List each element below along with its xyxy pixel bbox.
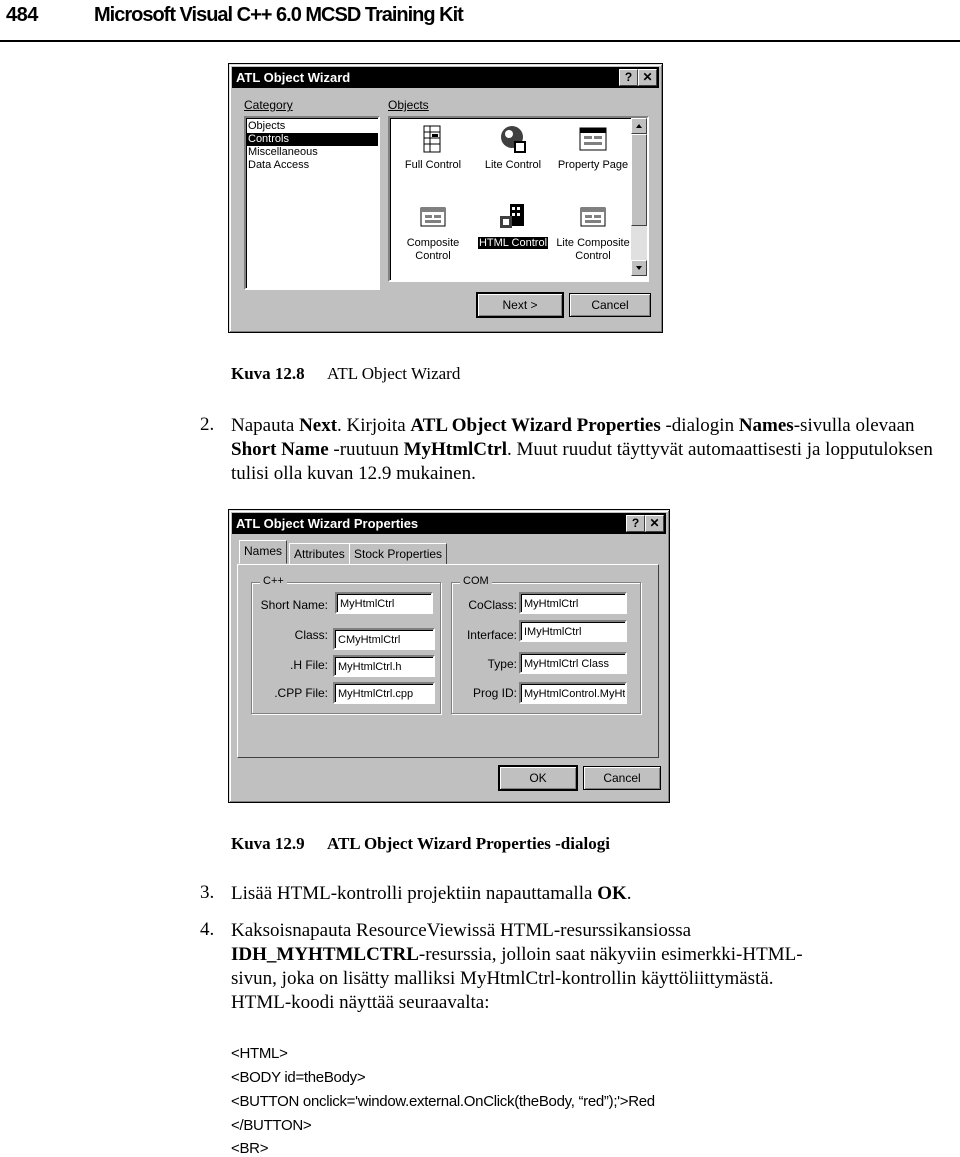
ok-button[interactable]: OK xyxy=(499,766,577,790)
bold-text: Names xyxy=(738,415,794,436)
title-bar xyxy=(232,513,666,534)
object-label: Property Page xyxy=(557,159,629,171)
category-item-objects[interactable]: Objects xyxy=(248,120,286,132)
class-field[interactable]: CMyHtmlCtrl xyxy=(333,628,435,650)
category-item-miscellaneous[interactable]: Miscellaneous xyxy=(248,146,318,158)
cancel-button[interactable]: Cancel xyxy=(569,293,651,317)
type-label: Type: xyxy=(487,657,517,671)
short-name-field[interactable]: MyHtmlCtrl xyxy=(335,592,433,614)
cancel-button[interactable]: Cancel xyxy=(583,766,661,790)
coclass-field[interactable]: MyHtmlCtrl xyxy=(519,592,627,614)
code-line: <HTML> xyxy=(231,1045,288,1062)
figure-caption xyxy=(231,834,610,854)
arrow-up-icon xyxy=(632,119,646,133)
text: . Muut ruudut täyttyvät automaattisesti ja lopputuloksen tulisi olla kuvan 12.9 mukainen. xyxy=(231,439,933,484)
prog-id-label: Prog ID: xyxy=(472,686,517,700)
objects-label: Objects xyxy=(388,98,429,112)
object-html-control[interactable] xyxy=(471,202,555,250)
interface-label: Interface: xyxy=(466,628,517,642)
category-label: Category xyxy=(244,98,293,112)
step-3-text xyxy=(231,882,632,906)
code-line: <BODY id=theBody> xyxy=(231,1069,366,1086)
bold-text: MyHtmlCtrl xyxy=(403,439,507,460)
class-label: Class: xyxy=(294,628,328,642)
object-lite-control[interactable] xyxy=(471,124,555,172)
bold-text: Next xyxy=(299,415,338,436)
h-file-label: .H File: xyxy=(289,658,328,672)
atl-object-wizard-window xyxy=(228,63,663,333)
coclass-label: CoClass: xyxy=(468,598,517,612)
scroll-up-button[interactable] xyxy=(631,118,647,134)
caption-text: ATL Object Wizard Properties -dialogi xyxy=(326,834,610,853)
window-title: ATL Object Wizard xyxy=(236,70,351,85)
book-title: Microsoft Visual C++ 6.0 MCSD Training Kit xyxy=(94,4,463,26)
bold-text: Short Name xyxy=(231,439,329,460)
category-item-controls[interactable]: Controls xyxy=(246,133,378,146)
text-line xyxy=(231,943,946,967)
object-lite-composite-control[interactable] xyxy=(551,202,635,263)
interface-field[interactable]: IMyHtmlCtrl xyxy=(519,620,627,642)
objects-scrollbar[interactable] xyxy=(631,118,647,276)
text-line: Kaksoisnapauta ResourceViewissä HTML-resurssikansiossa xyxy=(231,920,692,941)
lite-composite-control-icon xyxy=(578,202,608,232)
text: -ruutuun xyxy=(328,439,404,460)
bold-text: ATL Object Wizard Properties xyxy=(410,415,661,436)
tab-names[interactable]: Names xyxy=(239,540,287,564)
text: . xyxy=(626,883,632,904)
object-label: Composite Control xyxy=(406,237,460,262)
property-page-icon xyxy=(578,124,608,154)
scroll-thumb[interactable] xyxy=(631,134,647,226)
composite-control-icon xyxy=(418,202,448,232)
help-button[interactable]: ? xyxy=(619,69,638,86)
group-label: COM xyxy=(460,575,492,587)
text: Napauta xyxy=(231,415,300,436)
code-line: </BUTTON> xyxy=(231,1117,312,1134)
figure-caption xyxy=(231,364,460,384)
object-composite-control[interactable] xyxy=(391,202,475,263)
next-button[interactable]: Next > xyxy=(477,293,563,317)
code-line: <BR> xyxy=(231,1140,269,1157)
object-label: Lite Composite Control xyxy=(556,237,630,262)
window-title: ATL Object Wizard Properties xyxy=(236,516,419,531)
title-bar xyxy=(232,67,659,88)
help-button[interactable]: ? xyxy=(626,515,645,532)
bold-text: OK xyxy=(597,883,627,904)
step-number: 4. xyxy=(200,919,215,940)
step-2-text xyxy=(231,414,943,486)
close-button[interactable]: ✕ xyxy=(645,515,664,532)
text: -resurssia, jolloin saat näkyviin esimerkki-HTML- xyxy=(418,944,803,965)
prog-id-field[interactable]: MyHtmlControl.MyHt xyxy=(519,682,627,704)
atl-object-wizard-properties-window xyxy=(228,509,670,803)
objects-list[interactable] xyxy=(388,116,649,282)
page-number: 484 xyxy=(6,4,38,26)
text: . Kirjoita xyxy=(337,415,411,436)
text: Lisää HTML-kontrolli projektiin napauttamalla xyxy=(231,883,598,904)
code-line: <BUTTON onclick='window.external.OnClick(theBody, “red”);'>Red xyxy=(231,1093,655,1110)
object-label: HTML Control xyxy=(478,237,548,249)
h-file-field[interactable]: MyHtmlCtrl.h xyxy=(333,655,435,677)
category-list[interactable] xyxy=(244,116,380,290)
caption-text: ATL Object Wizard xyxy=(326,364,461,383)
object-property-page[interactable] xyxy=(551,124,635,172)
text: -dialogin xyxy=(660,415,739,436)
object-label: Lite Control xyxy=(484,159,542,171)
step-4-text xyxy=(231,919,946,1015)
text-line: sivun, joka on lisätty malliksi MyHtmlCtrl-kontrollin käyttöliittymästä. xyxy=(231,968,774,989)
step-number: 3. xyxy=(200,882,215,903)
full-control-icon xyxy=(418,124,448,154)
caption-number: Kuva 12.8 xyxy=(231,364,305,383)
arrow-down-icon xyxy=(632,261,646,275)
tab-attributes[interactable]: Attributes xyxy=(289,543,350,565)
bold-text: IDH_MYHTMLCTRL xyxy=(231,944,419,965)
close-button[interactable]: ✕ xyxy=(638,69,657,86)
lite-control-icon xyxy=(498,124,528,154)
html-control-icon xyxy=(498,202,528,232)
object-full-control[interactable] xyxy=(391,124,475,172)
object-label: Full Control xyxy=(404,159,462,171)
short-name-label: Short Name: xyxy=(260,598,328,612)
caption-number: Kuva 12.9 xyxy=(231,834,305,853)
tab-stock-properties[interactable]: Stock Properties xyxy=(349,543,447,565)
scroll-down-button[interactable] xyxy=(631,260,647,276)
category-item-data-access[interactable]: Data Access xyxy=(248,159,310,171)
cpp-file-field[interactable]: MyHtmlCtrl.cpp xyxy=(333,682,435,704)
group-label: C++ xyxy=(260,575,287,587)
cpp-file-label: .CPP File: xyxy=(274,686,328,700)
step-number: 2. xyxy=(200,414,215,435)
page-header xyxy=(0,0,960,42)
text-line: HTML-koodi näyttää seuraavalta: xyxy=(231,992,490,1013)
text: -sivulla olevaan xyxy=(793,415,915,436)
type-field[interactable]: MyHtmlCtrl Class xyxy=(519,652,627,674)
